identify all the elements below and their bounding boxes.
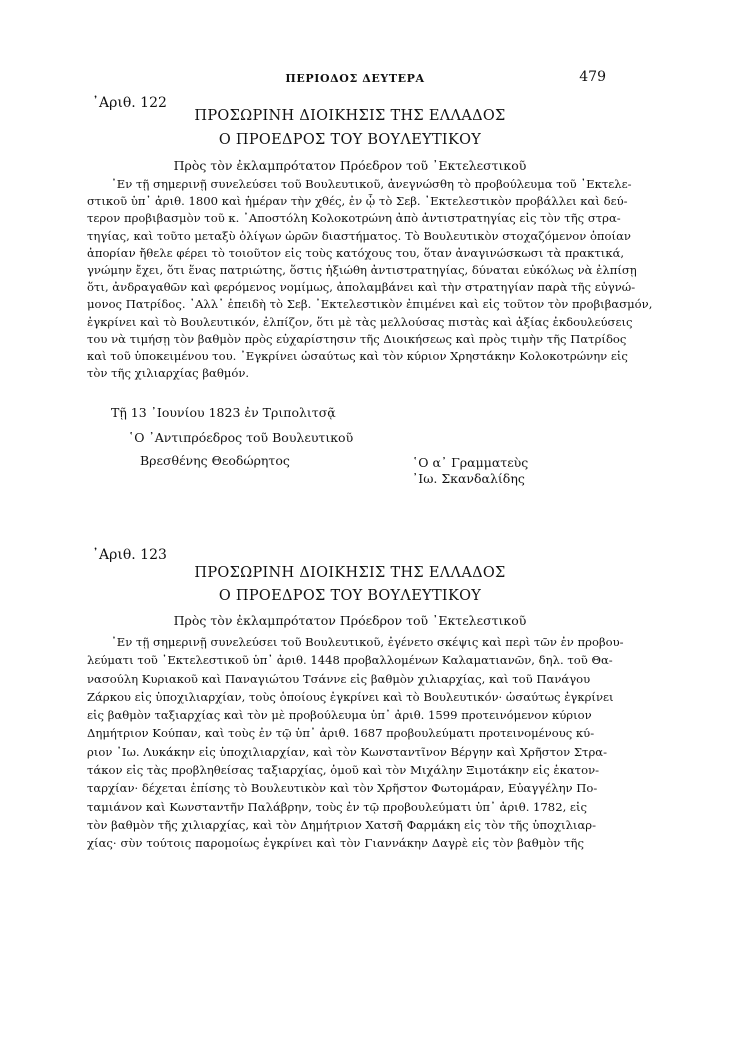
body-line: ᾿Εν τῇ σημερινῇ συνελεύσει τοῦ Βουλευτικοῦ, ἐγένετο σκέψις καὶ περὶ τῶν ἐν προβου- <box>111 635 624 649</box>
body-line: ταμιάνον καὶ Κωνσταντῆν Παλάβρην, τοὺς ἐν τῷ προβουλεύματι ὑπ᾿ ἀριθ. 1782, εἰς <box>87 799 587 814</box>
doc-number-122: ᾿Αριθ. 122 <box>92 95 167 111</box>
body-line: Δημήτριον Κούπαν, καὶ τοὺς ἐν τῷ ὑπ᾿ ἀριθ. 1687 προβουλεύματι προτεινομένους κύ- <box>87 726 595 741</box>
doc1-vice-president-title: ῾Ο ᾿Αντιπρόεδρος τοῦ Βουλευτικοῦ <box>128 430 354 445</box>
doc-number-123: ᾿Αριθ. 123 <box>92 547 167 563</box>
doc1-secretary-name: ᾿Ιω. Σκανδαλίδης <box>412 471 525 486</box>
body-line: γνώμην ἔχει, ὅτι ἕνας πατριώτης, ὅστις ἠξιώθη ἀντιστρατηγίας, δύναται εὐκόλως νὰ ἐλπίσῃ <box>87 262 637 277</box>
body-line: ἀπορίαν ἤθελε φέρει τὸ τοιοῦτον εἰς τοὺς κατόχους του, ὅταν ἀναγινώσκωσι τὰ πρακτικά, <box>87 245 625 260</box>
running-head: ΠΕΡΙΟΔΟΣ ΔΕΥΤΕΡΑ <box>285 72 425 85</box>
body-line: Ζάρκου εἰς ὑποχιλιαρχίαν, τοὺς ὁποίους ἐγκρίνει καὶ τὸ Βουλευτικόν· ὡσαύτως ἐγκρίνει <box>87 689 614 704</box>
doc1-body <box>87 176 653 382</box>
body-line: λεύματι τοῦ ᾿Εκτελεστικοῦ ὑπ᾿ ἀριθ. 1448 προβαλλομένων Καλαματιανῶν, δηλ. τοῦ Θα- <box>87 653 613 668</box>
body-line: ταρχίαν· δέχεται ἐπίσης τὸ Βουλευτικὸν καὶ τὸν Χρῆστον Φωτομάραν, Εὐαγγέλην Πο- <box>87 781 598 796</box>
body-line: νασούλη Κυριακοῦ καὶ Παναγιώτου Τσάννε εἰς βαθμὸν χιλιαρχίας, καὶ τοῦ Πανάγου <box>87 671 591 686</box>
body-line: χίας· σὺν τούτοις παρομοίως ἐγκρίνει καὶ τὸν Γιαννάκην Δαγρὲ εἰς τὸν βαθμὸν τῆς <box>87 836 584 851</box>
body-line: του νὰ τιμήσῃ τὸν βαθμὸν πρὸς εὐχαρίστησιν τῆς Διοικήσεως καὶ πρὸς τιμὴν τῆς Πατρίδος <box>87 331 627 346</box>
doc1-addressee: Πρὸς τὸν ἐκλαμπρότατον Πρόεδρον τοῦ ᾿Εκτελεστικοῦ <box>173 158 527 173</box>
doc1-vice-president-name: Βρεσθένης Θεοδώρητος <box>140 453 290 468</box>
body-line: ᾿Εν τῇ σημερινῇ συνελεύσει τοῦ Βουλευτικοῦ, ἀνεγνώσθη τὸ προβούλευμα τοῦ ᾿Εκτελε- <box>111 177 632 191</box>
body-line: εἰς βαθμὸν ταξιαρχίας καὶ τὸν μὲ προβούλευμα ὑπ᾿ ἀριθ. 1599 προτεινόμενον κύριον <box>87 708 592 723</box>
doc1-heading-president: Ο ΠΡΟΕΔΡΟΣ ΤΟΥ ΒΟΥΛΕΥΤΙΚΟΥ <box>218 132 482 148</box>
body-line: τὸν βαθμὸν τῆς χιλιαρχίας, καὶ τὸν Δημήτριον Χατσῆ Φαρμάκη εἰς τὸν τῆς ὑποχιλιαρ- <box>87 817 597 832</box>
doc1-heading-government: ΠΡΟΣΩΡΙΝΗ ΔΙΟΙΚΗΣΙΣ ΤΗΣ ΕΛΛΑΔΟΣ <box>194 108 506 124</box>
body-line: τάκον εἰς τὰς προβληθείσας ταξιαρχίας, ὁμοῦ καὶ τὸν Μιχάλην Ξιμοτάκην εἰς ἑκατον- <box>87 763 600 778</box>
doc1-date-line: Τῇ 13 ᾿Ιουνίου 1823 ἐν Τριπολιτσᾷ <box>111 405 336 420</box>
doc2-heading-government: ΠΡΟΣΩΡΙΝΗ ΔΙΟΙΚΗΣΙΣ ΤΗΣ ΕΛΛΑΔΟΣ <box>194 565 506 581</box>
doc2-addressee: Πρὸς τὸν ἐκλαμπρότατον Πρόεδρον τοῦ ᾿Εκτελεστικοῦ <box>173 613 527 628</box>
doc1-secretary-title: ῾Ο α᾿ Γραμματεὺς <box>412 455 529 470</box>
body-line: ὅτι, ἀνδραγαθῶν καὶ φερόμενος νομίμως, ἀπολαμβάνει καὶ τὴν στρατηγίαν παρὰ τῆς εὐγνώ- <box>87 280 636 295</box>
doc2-body <box>87 633 624 853</box>
body-line: καὶ τοῦ ὑποκειμένου του. ᾿Εγκρίνει ὡσαύτως καὶ τὸν κύριον Χρηστάκην Κολοκοτρώνην εἰς <box>87 348 628 363</box>
body-line: τὸν τῆς χιλιαρχίας βαθμόν. <box>87 366 250 381</box>
body-line: τηγίας, καὶ τοῦτο μεταξὺ ὀλίγων ὡρῶν διαστήματος. Τὸ Βουλευτικὸν στοχαζόμενον ὁποίαν <box>87 228 631 243</box>
doc2-heading-president: Ο ΠΡΟΕΔΡΟΣ ΤΟΥ ΒΟΥΛΕΥΤΙΚΟΥ <box>218 588 482 604</box>
page-number: 479 <box>579 69 606 85</box>
body-line: ριον ᾿Ιω. Λυκάκην εἰς ὑποχιλιαρχίαν, καὶ τὸν Κωνσταντῖνον Βέργην καὶ Χρῆστον Στρα- <box>87 744 608 759</box>
body-line: μονος Πατρίδος. ᾿Αλλ᾿ ἐπειδὴ τὸ Σεβ. ᾿Εκτελεστικὸν ἐπιμένει καὶ εἰς τοῦτον τὸν προβιβασμόν, <box>87 297 653 312</box>
body-line: στικοῦ ὑπ᾿ ἀριθ. 1800 καὶ ἡμέραν τὴν χθές, ἐν ᾧ τὸ Σεβ. ᾿Εκτελεστικὸν προβάλλει καὶ δεύ- <box>87 194 628 209</box>
body-line: ἐγκρίνει καὶ τὸ Βουλευτικόν, ἐλπίζον, ὅτι μὲ τὰς μελλούσας πιστὰς καὶ ἀξίας ἐκδουλεύσεις <box>87 314 633 329</box>
body-line: τερον προβιβασμὸν τοῦ κ. ᾿Αποστόλη Κολοκοτρώνη ἀπὸ ἀντιστρατηγίας εἰς τὸν τῆς στρα- <box>87 211 621 226</box>
